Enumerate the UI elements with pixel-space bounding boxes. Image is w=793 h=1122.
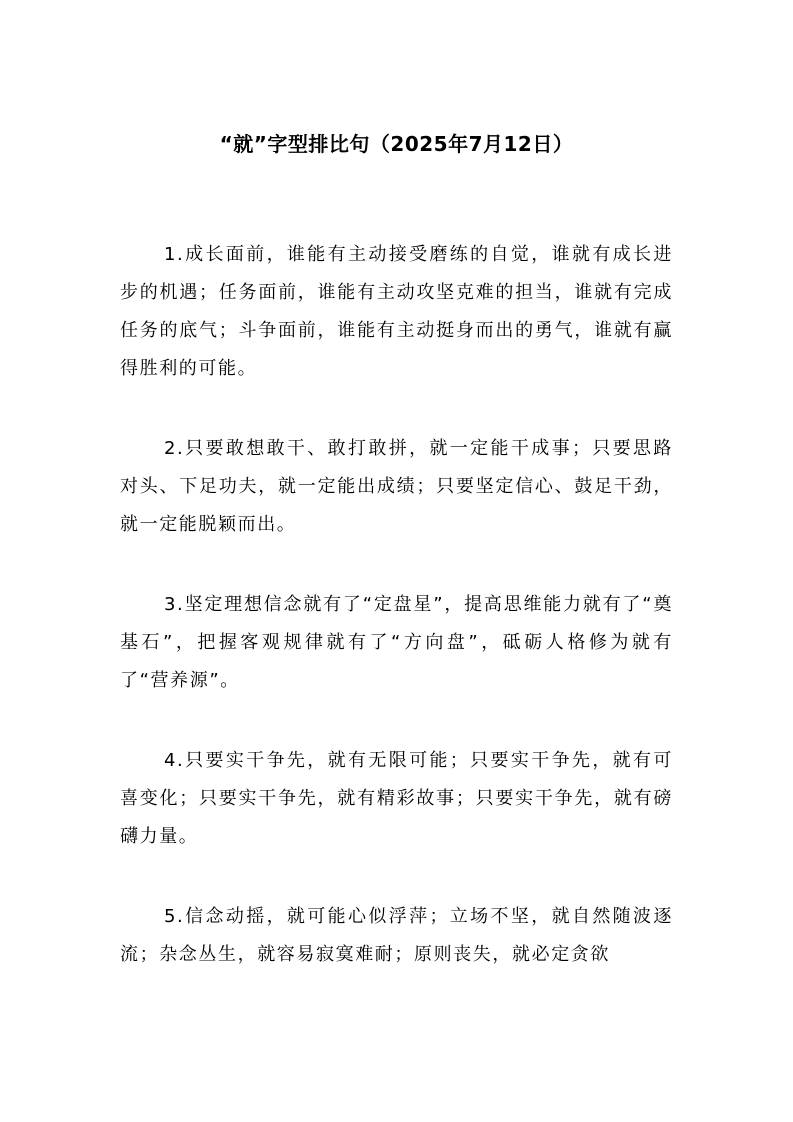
- paragraph-1: 1.成长面前，谁能有主动接受磨练的自觉，谁就有成长进步的机遇；任务面前，谁能有主动攻坚克难的担当，谁就有完成任务的底气；斗争面前，谁能有主动挺身而出的勇气，谁就有赢得胜利的可能。: [120, 244, 673, 379]
- paragraph-2: 2.只要敢想敢干、敢打敢拼，就一定能干成事；只要思路对头、下足功夫，就一定能出成绩；只要坚定信心、鼓足干劲，就一定能脱颖而出。: [120, 438, 673, 535]
- document-title: “就”字型排比句（2025年7月12日）: [219, 132, 574, 156]
- paragraph-5: 5.信念动摇，就可能心似浮萍；立场不坚，就自然随波逐流；杂念丛生，就容易寂寞难耐；原则丧失，就必定贪欲: [120, 906, 673, 965]
- paragraph-3: 3.坚定理想信念就有了“定盘星”，提高思维能力就有了“奠基石”，把握客观规律就有了“方向盘”，砥砺人格修为就有了“营养源”。: [120, 594, 673, 691]
- document-body: [120, 236, 673, 1016]
- paragraph-4: 4.只要实干争先，就有无限可能；只要实干争先，就有可喜变化；只要实干争先，就有精彩故事；只要实干争先，就有磅礴力量。: [120, 750, 673, 847]
